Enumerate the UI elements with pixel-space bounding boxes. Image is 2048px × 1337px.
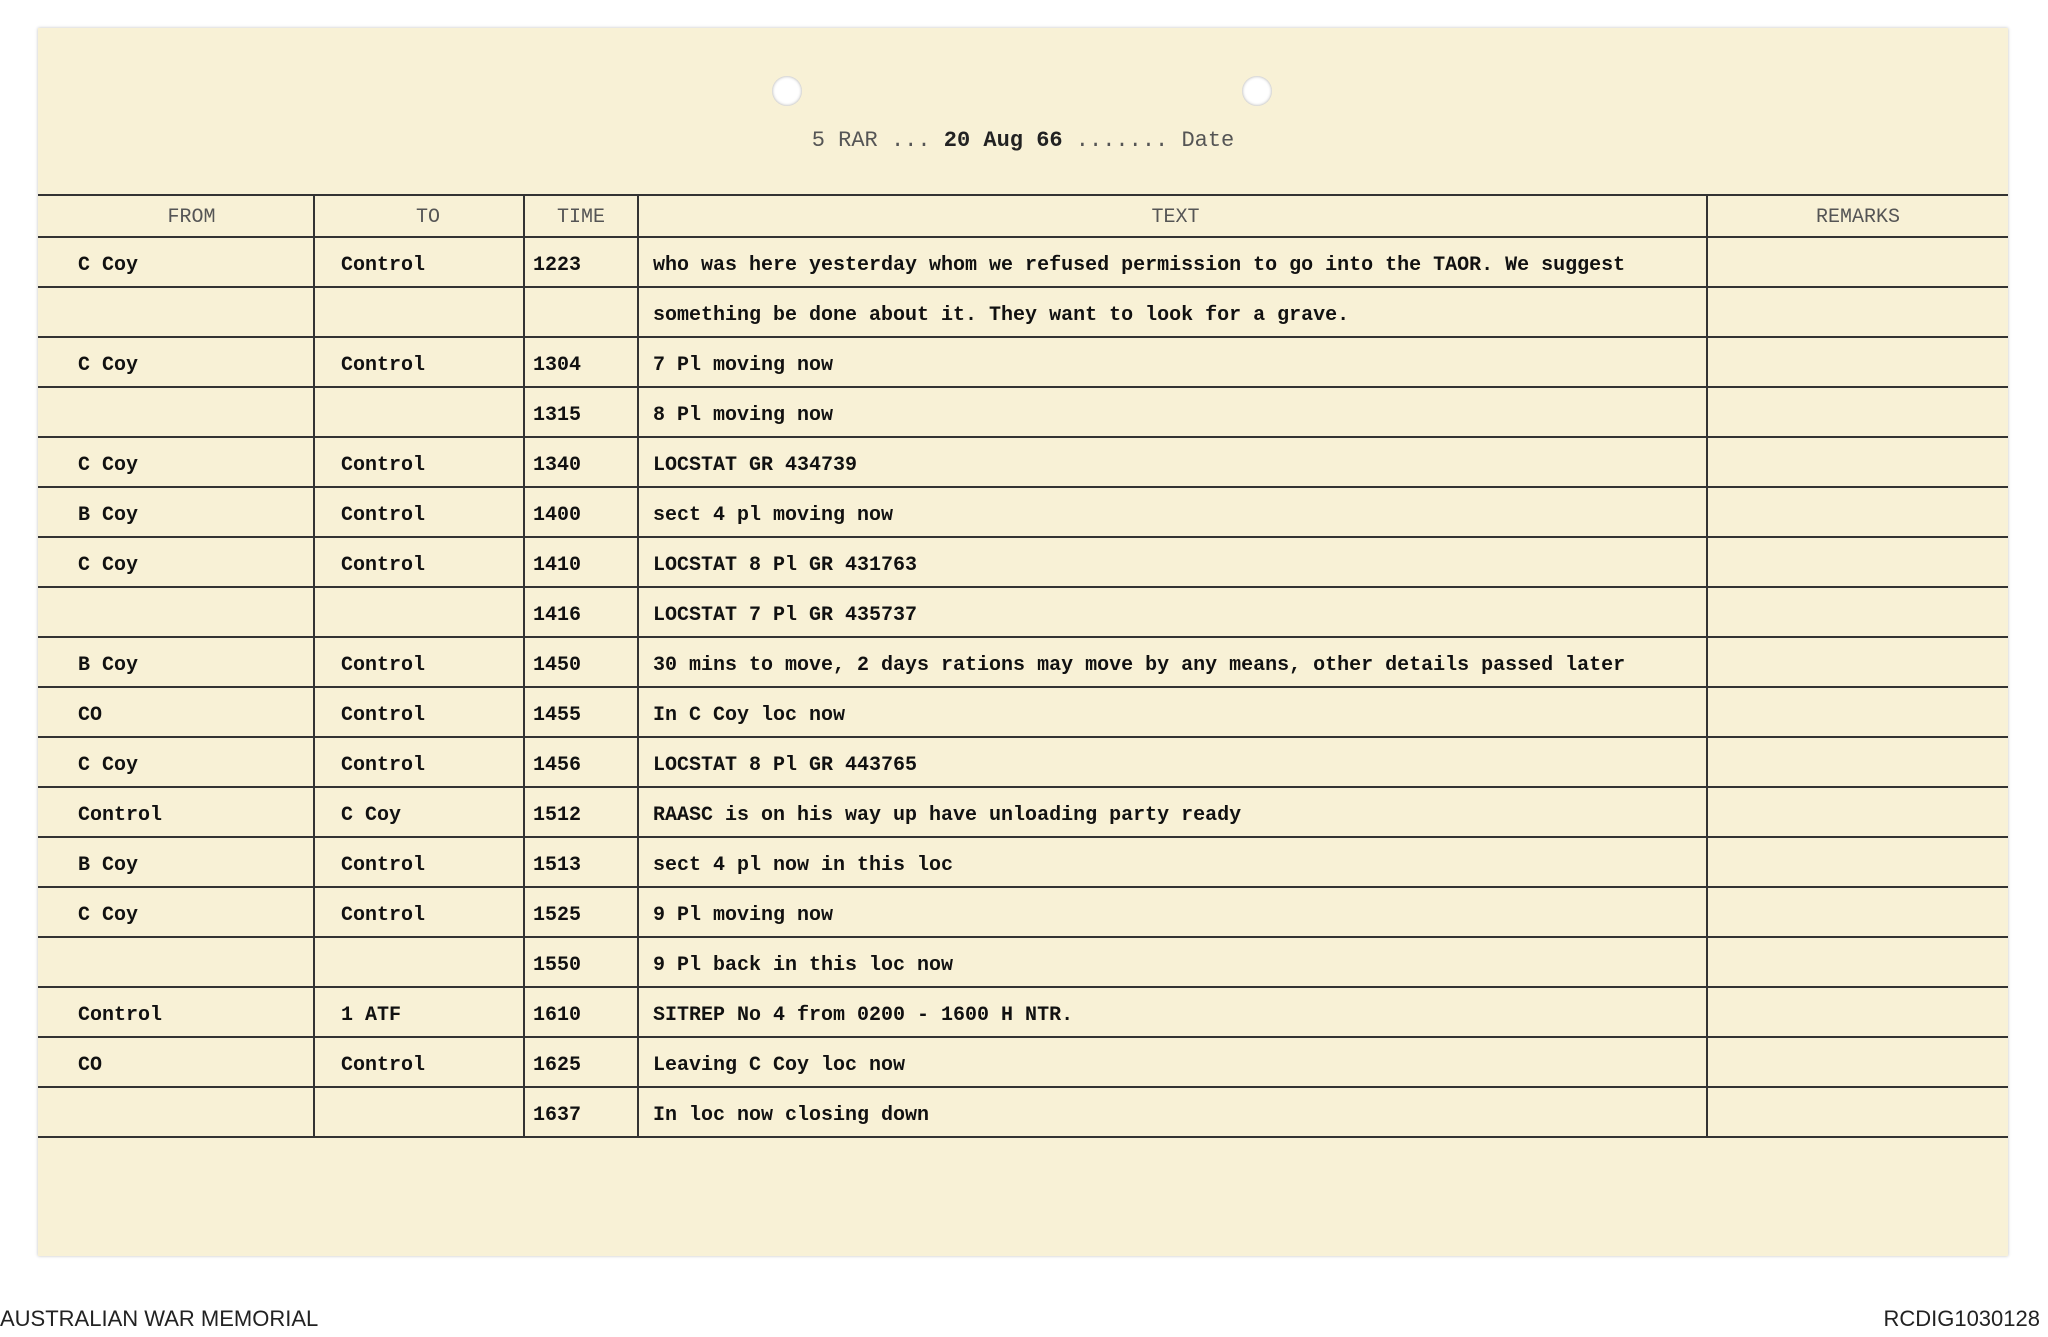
cell-remarks bbox=[1708, 838, 2008, 886]
cell-remarks bbox=[1708, 438, 2008, 486]
cell-from: CO bbox=[38, 1038, 315, 1086]
table-row bbox=[38, 438, 2008, 488]
cell-remarks bbox=[1708, 338, 2008, 386]
cell-from: B Coy bbox=[38, 638, 315, 686]
table-row bbox=[38, 938, 2008, 988]
cell-text: sect 4 pl moving now bbox=[639, 488, 1708, 536]
date-label: Date bbox=[1181, 128, 1235, 153]
cell-to: Control bbox=[315, 688, 525, 736]
cell-text: 30 mins to move, 2 days rations may move by any means, other details passed later bbox=[639, 638, 1708, 686]
punch-hole bbox=[1242, 76, 1272, 106]
table-row bbox=[38, 288, 2008, 338]
cell-from: C Coy bbox=[38, 738, 315, 786]
cell-to: Control bbox=[315, 838, 525, 886]
cell-to: Control bbox=[315, 538, 525, 586]
cell-to: Control bbox=[315, 888, 525, 936]
cell-time: 1304 bbox=[525, 338, 639, 386]
cell-remarks bbox=[1708, 638, 2008, 686]
table-row bbox=[38, 388, 2008, 438]
table-row bbox=[38, 1088, 2008, 1138]
unit-label: 5 RAR bbox=[811, 128, 878, 153]
column-header-remarks: REMARKS bbox=[1815, 206, 1900, 229]
table-row bbox=[38, 788, 2008, 838]
cell-text: 9 Pl back in this loc now bbox=[639, 938, 1708, 986]
cell-to: Control bbox=[315, 438, 525, 486]
cell-text: sect 4 pl now in this loc bbox=[639, 838, 1708, 886]
cell-time: 1455 bbox=[525, 688, 639, 736]
column-header-text: TEXT bbox=[639, 196, 1708, 236]
cell-from bbox=[38, 1088, 315, 1136]
cell-text: RAASC is on his way up have unloading party ready bbox=[639, 788, 1708, 836]
cell-from bbox=[38, 938, 315, 986]
cell-from: B Coy bbox=[38, 838, 315, 886]
column-header-to: TO bbox=[315, 196, 525, 236]
cell-remarks bbox=[1708, 738, 2008, 786]
cell-to: Control bbox=[315, 338, 525, 386]
cell-remarks bbox=[1708, 288, 2008, 336]
cell-to: Control bbox=[315, 488, 525, 536]
table-row bbox=[38, 838, 2008, 888]
table-row bbox=[38, 638, 2008, 688]
cell-remarks bbox=[1708, 788, 2008, 836]
cell-remarks bbox=[1708, 988, 2008, 1036]
cell-to: 1 ATF bbox=[315, 988, 525, 1036]
cell-time: 1315 bbox=[525, 388, 639, 436]
cell-text: Leaving C Coy loc now bbox=[639, 1038, 1708, 1086]
column-header-time: TIME bbox=[525, 196, 639, 236]
table-row bbox=[38, 238, 2008, 288]
table-row bbox=[38, 588, 2008, 638]
cell-time: 1625 bbox=[525, 1038, 639, 1086]
cell-time: 1416 bbox=[525, 588, 639, 636]
cell-text: LOCSTAT 8 Pl GR 431763 bbox=[639, 538, 1708, 586]
cell-time: 1550 bbox=[525, 938, 639, 986]
log-table bbox=[38, 194, 2008, 1138]
cell-time: 1223 bbox=[525, 238, 639, 286]
cell-to bbox=[315, 1088, 525, 1136]
table-row bbox=[38, 1038, 2008, 1088]
cell-remarks bbox=[1708, 888, 2008, 936]
cell-text: 7 Pl moving now bbox=[639, 338, 1708, 386]
table-row bbox=[38, 538, 2008, 588]
archive-reference: RCDIG1030128 bbox=[1883, 1306, 2040, 1331]
cell-from: Control bbox=[38, 988, 315, 1036]
archive-credit: AUSTRALIAN WAR MEMORIAL bbox=[0, 1306, 319, 1331]
cell-text: 9 Pl moving now bbox=[639, 888, 1708, 936]
cell-time: 1450 bbox=[525, 638, 639, 686]
cell-from: C Coy bbox=[38, 888, 315, 936]
cell-text: who was here yesterday whom we refused permission to go into the TAOR. We suggest bbox=[639, 238, 1708, 286]
cell-to bbox=[315, 388, 525, 436]
cell-text: LOCSTAT 8 Pl GR 443765 bbox=[639, 738, 1708, 786]
cell-remarks bbox=[1708, 1038, 2008, 1086]
cell-from: Control bbox=[38, 788, 315, 836]
cell-time: 1637 bbox=[525, 1088, 639, 1136]
cell-remarks bbox=[1708, 388, 2008, 436]
cell-text: In C Coy loc now bbox=[639, 688, 1708, 736]
cell-to: Control bbox=[315, 238, 525, 286]
cell-from bbox=[38, 388, 315, 436]
cell-text: LOCSTAT GR 434739 bbox=[639, 438, 1708, 486]
cell-text: In loc now closing down bbox=[639, 1088, 1708, 1136]
cell-text: something be done about it. They want to look for a grave. bbox=[639, 288, 1708, 336]
cell-to bbox=[315, 288, 525, 336]
cell-to bbox=[315, 588, 525, 636]
table-row bbox=[38, 888, 2008, 938]
cell-remarks bbox=[1708, 538, 2008, 586]
cell-to: C Coy bbox=[315, 788, 525, 836]
cell-from: C Coy bbox=[38, 238, 315, 286]
cell-text: LOCSTAT 7 Pl GR 435737 bbox=[639, 588, 1708, 636]
cell-from: B Coy bbox=[38, 488, 315, 536]
cell-remarks bbox=[1708, 1088, 2008, 1136]
log-sheet bbox=[38, 28, 2008, 1256]
cell-time: 1512 bbox=[525, 788, 639, 836]
table-row bbox=[38, 488, 2008, 538]
cell-time: 1525 bbox=[525, 888, 639, 936]
cell-time: 1410 bbox=[525, 538, 639, 586]
table-row bbox=[38, 338, 2008, 388]
cell-to bbox=[315, 938, 525, 986]
table-row bbox=[38, 738, 2008, 788]
cell-time: 1513 bbox=[525, 838, 639, 886]
cell-remarks bbox=[1708, 238, 2008, 286]
cell-remarks bbox=[1708, 938, 2008, 986]
log-header: 5 RAR ... 20 Aug 66 ....... Date bbox=[811, 128, 1235, 153]
cell-time: 1400 bbox=[525, 488, 639, 536]
date-value: 20 Aug 66 bbox=[943, 128, 1063, 153]
cell-from: C Coy bbox=[38, 338, 315, 386]
cell-time bbox=[525, 288, 639, 336]
cell-to: Control bbox=[315, 1038, 525, 1086]
cell-to: Control bbox=[315, 638, 525, 686]
table-row bbox=[38, 688, 2008, 738]
cell-from: CO bbox=[38, 688, 315, 736]
cell-time: 1340 bbox=[525, 438, 639, 486]
punch-hole bbox=[772, 76, 802, 106]
cell-text: 8 Pl moving now bbox=[639, 388, 1708, 436]
table-row bbox=[38, 988, 2008, 1038]
cell-text: SITREP No 4 from 0200 - 1600 H NTR. bbox=[639, 988, 1708, 1036]
cell-from: C Coy bbox=[38, 538, 315, 586]
cell-time: 1456 bbox=[525, 738, 639, 786]
cell-from: C Coy bbox=[38, 438, 315, 486]
cell-to: Control bbox=[315, 738, 525, 786]
cell-remarks bbox=[1708, 488, 2008, 536]
cell-from bbox=[38, 288, 315, 336]
cell-time: 1610 bbox=[525, 988, 639, 1036]
cell-remarks bbox=[1708, 588, 2008, 636]
cell-from bbox=[38, 588, 315, 636]
table-header-row bbox=[38, 194, 2008, 238]
column-header-from: FROM bbox=[38, 196, 315, 236]
cell-remarks bbox=[1708, 688, 2008, 736]
